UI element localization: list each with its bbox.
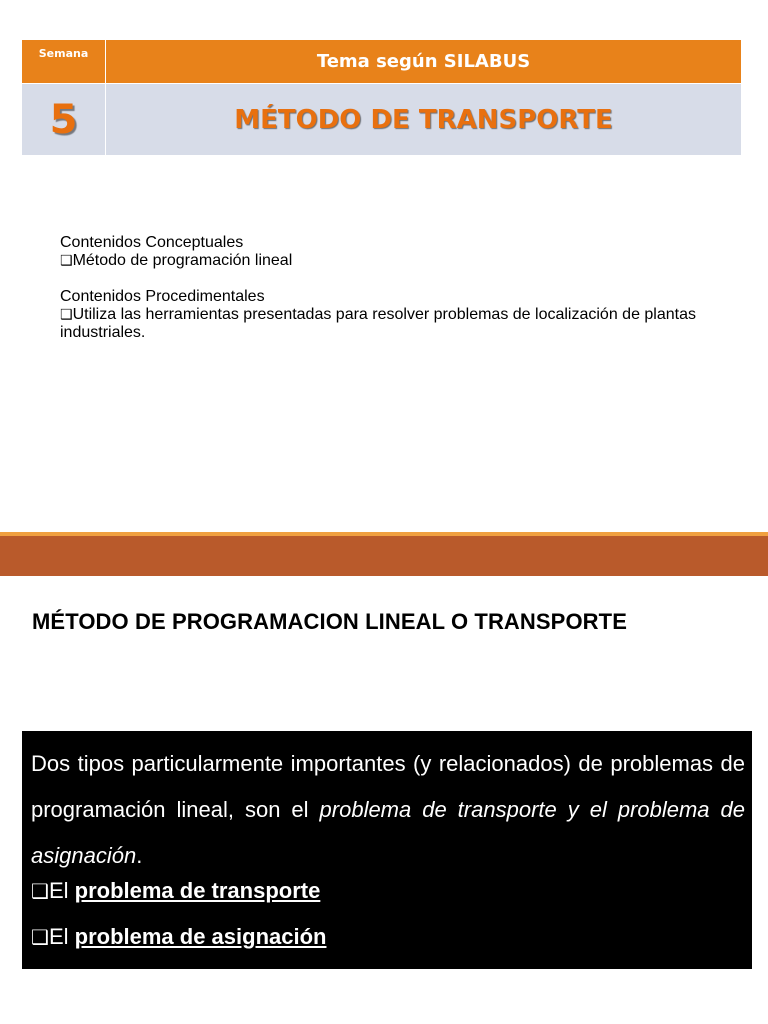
conceptuales-heading: Contenidos Conceptuales: [60, 234, 244, 251]
checkbox-bullet-icon: ❑: [60, 253, 73, 269]
definition-box: [22, 731, 752, 969]
conceptuales-item: [60, 252, 700, 270]
syllabus-header-table: [22, 40, 741, 155]
slide-divider-band: [0, 536, 768, 576]
definition-paragraph: [31, 741, 745, 879]
conceptuales-item-text: Método de programación lineal: [72, 252, 293, 269]
tema-label: Tema según SILABUS: [106, 40, 742, 84]
topic-title: MÉTODO DE TRANSPORTE: [106, 84, 742, 156]
contenidos-block: [60, 234, 700, 342]
checkbox-bullet-icon: ❑: [31, 925, 49, 949]
bullet-link-asignacion[interactable]: problema de asignación: [74, 924, 327, 949]
paragraph-end: .: [136, 843, 143, 868]
procedimentales-heading: Contenidos Procedimentales: [60, 288, 265, 305]
procedimentales-item-text: Utiliza las herramientas presentadas para resolver problemas de localización de plantas industriales.: [60, 306, 696, 341]
slide-2: [0, 576, 768, 1024]
procedimentales-item: [60, 306, 700, 342]
slide-2-title: MÉTODO DE PROGRAMACION LINEAL O TRANSPORTE: [32, 609, 627, 634]
week-number: 5: [22, 84, 106, 156]
checkbox-bullet-icon: ❑: [31, 879, 49, 903]
paragraph-intro: Dos tipos particularmente importantes (y relacionados) de problemas de programación lineal, son el: [31, 751, 745, 822]
bullet-link-transporte[interactable]: problema de transporte: [74, 878, 321, 903]
semana-label: Semana: [22, 40, 106, 84]
paragraph-emphasis: problema de transporte y el problema de asignación: [31, 797, 745, 868]
bullet-prefix: El: [48, 924, 75, 949]
bullet-item: [31, 876, 320, 906]
bullet-item: [31, 922, 326, 952]
checkbox-bullet-icon: ❑: [60, 307, 73, 323]
bullet-prefix: El: [48, 878, 75, 903]
